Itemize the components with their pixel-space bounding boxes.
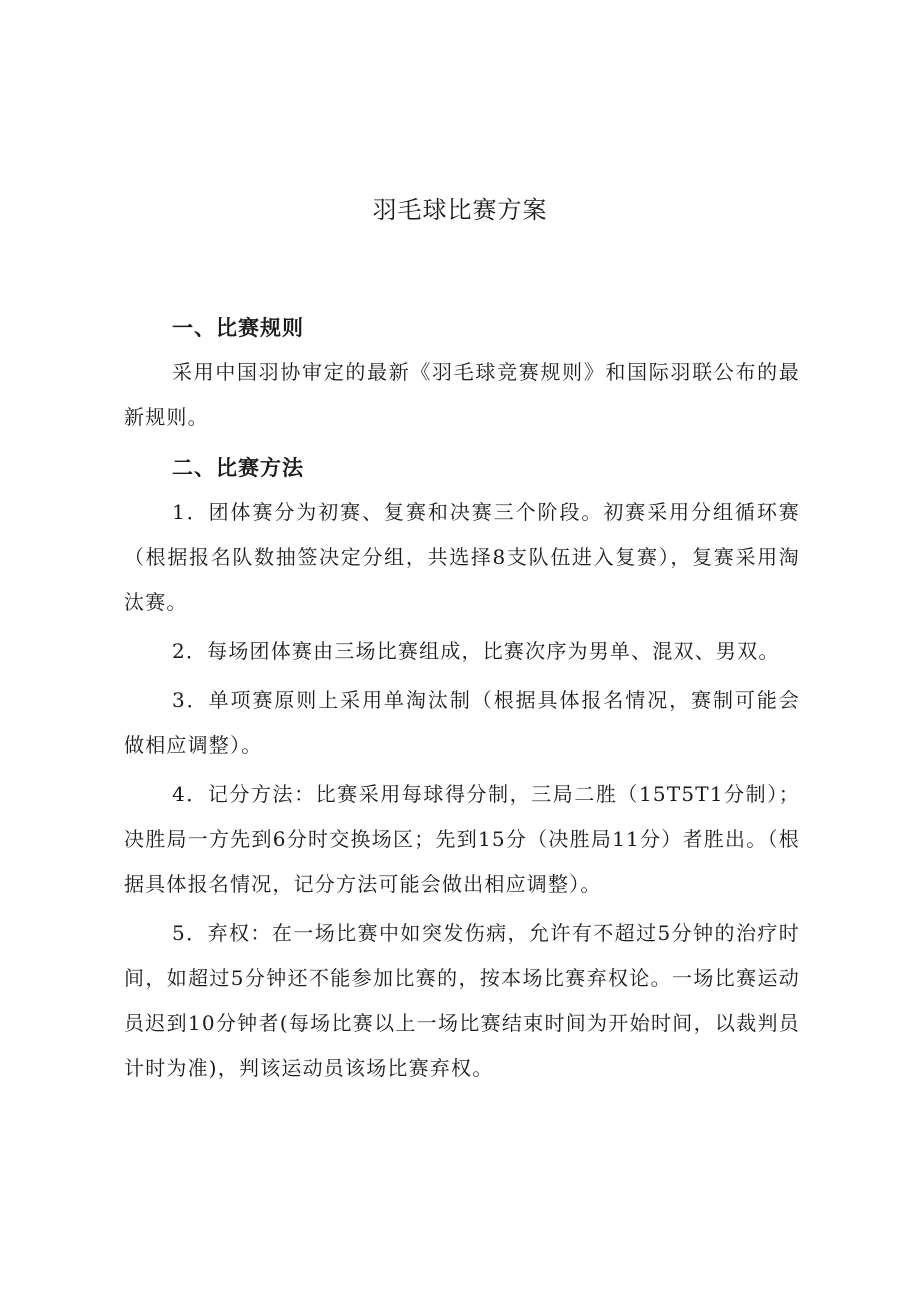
- method-item-2: 2．每场团体赛由三场比赛组成，比赛次序为男单、混双、男双。: [172, 639, 780, 663]
- document-title: 羽毛球比赛方案: [372, 196, 548, 224]
- rules-paragraph: 采用中国羽协审定的最新《羽毛球竞赛规则》和国际羽联公布的最新规则。: [124, 360, 800, 429]
- document-body: [124, 306, 800, 1091]
- method-item-4: 4．记分方法：比赛采用每球得分制，三局二胜（15T5T1分制）；决胜局一方先到6分时交换场区；先到15分（决胜局11分）者胜出。（根据具体报名情况，记分方法可能会做出相应调整）。: [124, 782, 800, 896]
- method-item-3: 3．单项赛原则上采用单淘汰制（根据具体报名情况，赛制可能会做相应调整）。: [124, 688, 800, 757]
- section-heading-rules: 一、比赛规则: [172, 316, 304, 340]
- section-heading-methods: 二、比赛方法: [172, 456, 304, 480]
- method-item-1: 1．团体赛分为初赛、复赛和决赛三个阶段。初赛采用分组循环赛（根据报名队数抽签决定分组，共选择8支队伍进入复赛），复赛采用淘汰赛。: [124, 500, 800, 614]
- method-item-5: 5．弃权：在一场比赛中如突发伤病，允许有不超过5分钟的治疗时间，如超过5分钟还不能参加比赛的，按本场比赛弃权论。一场比赛运动员迟到10分钟者(每场比赛以上一场比赛结束时间为开始时间，以裁判员计时为准)，判该运动员该场比赛弃权。: [124, 921, 800, 1080]
